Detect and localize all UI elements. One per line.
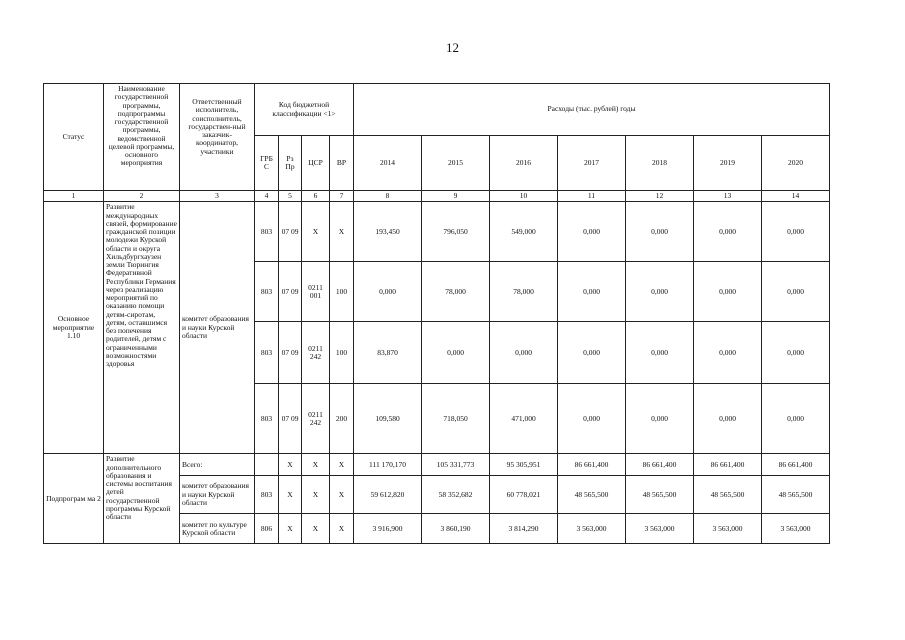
cell-value: 78,000 [490,262,558,322]
cell-vr: Х [330,476,354,514]
col-number: 2 [104,191,180,202]
cell-vr: 100 [330,262,354,322]
cell-value: 0,000 [694,384,762,454]
header-year: 2017 [558,136,626,191]
cell-vr: Х [330,454,354,476]
cell-value: 3 916,900 [354,514,422,544]
cell-value: 0,000 [626,262,694,322]
col-number: 8 [354,191,422,202]
cell-value: 3 563,000 [762,514,830,544]
cell-value: 0,000 [626,322,694,384]
header-year: 2019 [694,136,762,191]
cell-executor: комитет образования и науки Курской области [180,476,255,514]
col-number: 14 [762,191,830,202]
cell-value: 0,000 [694,202,762,262]
cell-value: 193,450 [354,202,422,262]
cell-value: 549,000 [490,202,558,262]
cell-value: 86 661,400 [626,454,694,476]
cell-executor: Всего: [180,454,255,476]
cell-csr: Х [302,454,330,476]
cell-value: 48 565,500 [694,476,762,514]
measure-status: Основное мероприятие 1.10 [44,202,104,454]
cell-value: 0,000 [558,262,626,322]
cell-csr: Х [302,476,330,514]
cell-rzpr: 07 09 [279,384,302,454]
cell-value: 78,000 [422,262,490,322]
table-row [44,202,830,262]
cell-vr: Х [330,202,354,262]
col-number: 1 [44,191,104,202]
cell-value: 0,000 [694,322,762,384]
cell-rzpr: Х [279,514,302,544]
measure-executor: комитет образования и науки Курской области [180,202,255,454]
header-year: 2018 [626,136,694,191]
cell-value: 796,050 [422,202,490,262]
cell-grbs: 803 [255,262,279,322]
col-number: 7 [330,191,354,202]
col-number: 13 [694,191,762,202]
header-executor: Ответственный исполнитель, соисполнитель, государствен-ный заказчик-координатор, участники [180,84,255,191]
col-number: 11 [558,191,626,202]
cell-value: 3 860,190 [422,514,490,544]
cell-value: 0,000 [422,322,490,384]
table-row [44,454,830,476]
col-number: 9 [422,191,490,202]
cell-value: 60 778,021 [490,476,558,514]
header-program-name: Наименование государственной программы, подпрограммы государственной программы, ведомственной целевой программы, основного мероприятия [104,84,180,191]
cell-grbs [255,454,279,476]
cell-csr: 0211 242 [302,384,330,454]
cell-value: 0,000 [762,384,830,454]
cell-csr: 0211 001 [302,262,330,322]
cell-value: 0,000 [694,262,762,322]
cell-value: 86 661,400 [694,454,762,476]
page-number: 12 [446,40,459,55]
cell-value: 59 612,820 [354,476,422,514]
cell-value: 48 565,500 [626,476,694,514]
cell-vr: Х [330,514,354,544]
cell-value: 0,000 [558,202,626,262]
cell-value: 3 814,290 [490,514,558,544]
cell-value: 3 563,000 [694,514,762,544]
cell-value: 109,580 [354,384,422,454]
cell-grbs: 803 [255,476,279,514]
col-number: 4 [255,191,279,202]
budget-table [43,83,830,544]
header-grbs: ГРБ С [255,136,279,191]
col-number: 5 [279,191,302,202]
cell-rzpr: Х [279,454,302,476]
cell-rzpr: 07 09 [279,262,302,322]
cell-value: 0,000 [626,202,694,262]
cell-value: 0,000 [490,322,558,384]
cell-value: 0,000 [558,322,626,384]
cell-value: 95 305,951 [490,454,558,476]
col-number: 6 [302,191,330,202]
cell-value: 718,050 [422,384,490,454]
cell-value: 48 565,500 [558,476,626,514]
cell-vr: 200 [330,384,354,454]
header-year: 2020 [762,136,830,191]
col-number: 12 [626,191,694,202]
cell-csr: 0211 242 [302,322,330,384]
header-csr: ЦСР [302,136,330,191]
cell-value: 0,000 [354,262,422,322]
cell-grbs: 806 [255,514,279,544]
header-vr: ВР [330,136,354,191]
cell-value: 0,000 [762,262,830,322]
cell-value: 0,000 [558,384,626,454]
cell-value: 86 661,400 [558,454,626,476]
cell-value: 3 563,000 [558,514,626,544]
header-year: 2014 [354,136,422,191]
cell-vr: 100 [330,322,354,384]
cell-csr: Х [302,202,330,262]
cell-value: 471,000 [490,384,558,454]
cell-value: 111 170,170 [354,454,422,476]
header-year: 2015 [422,136,490,191]
cell-value: 86 661,400 [762,454,830,476]
cell-rzpr: 07 09 [279,322,302,384]
col-number: 10 [490,191,558,202]
cell-value: 0,000 [762,202,830,262]
cell-grbs: 803 [255,202,279,262]
cell-value: 0,000 [762,322,830,384]
subprogram-name: Развитие дополнительного образования и системы воспитания детей государственной программы Курской области [104,454,180,544]
cell-rzpr: 07 09 [279,202,302,262]
cell-value: 105 331,773 [422,454,490,476]
subprogram-status: Подпрограм ма 2 [44,454,104,544]
cell-value: 83,870 [354,322,422,384]
cell-value: 58 352,682 [422,476,490,514]
cell-grbs: 803 [255,384,279,454]
cell-value: 0,000 [626,384,694,454]
cell-rzpr: Х [279,476,302,514]
header-budget-code: Код бюджетной классификации <1> [255,84,354,136]
header-status: Статус [44,84,104,191]
header-year: 2016 [490,136,558,191]
measure-name: Развитие международных связей, формирование гражданской позиции молодежи Курской области и округа Хильдбургхаузен земли Тюрингия Федеративной Республики Германия через реализацию мероприятий по оказанию помощи детям-сиротам, детям, оставшимся без попечения родителей, детям с ограниченными возможностями здоровья [104,202,180,454]
cell-value: 48 565,500 [762,476,830,514]
col-number: 3 [180,191,255,202]
header-rzpr: Рз Пр [279,136,302,191]
cell-grbs: 803 [255,322,279,384]
cell-executor: комитет по культуре Курской области [180,514,255,544]
cell-value: 3 563,000 [626,514,694,544]
header-expenses: Расходы (тыс. рублей) годы [354,84,830,136]
cell-csr: Х [302,514,330,544]
